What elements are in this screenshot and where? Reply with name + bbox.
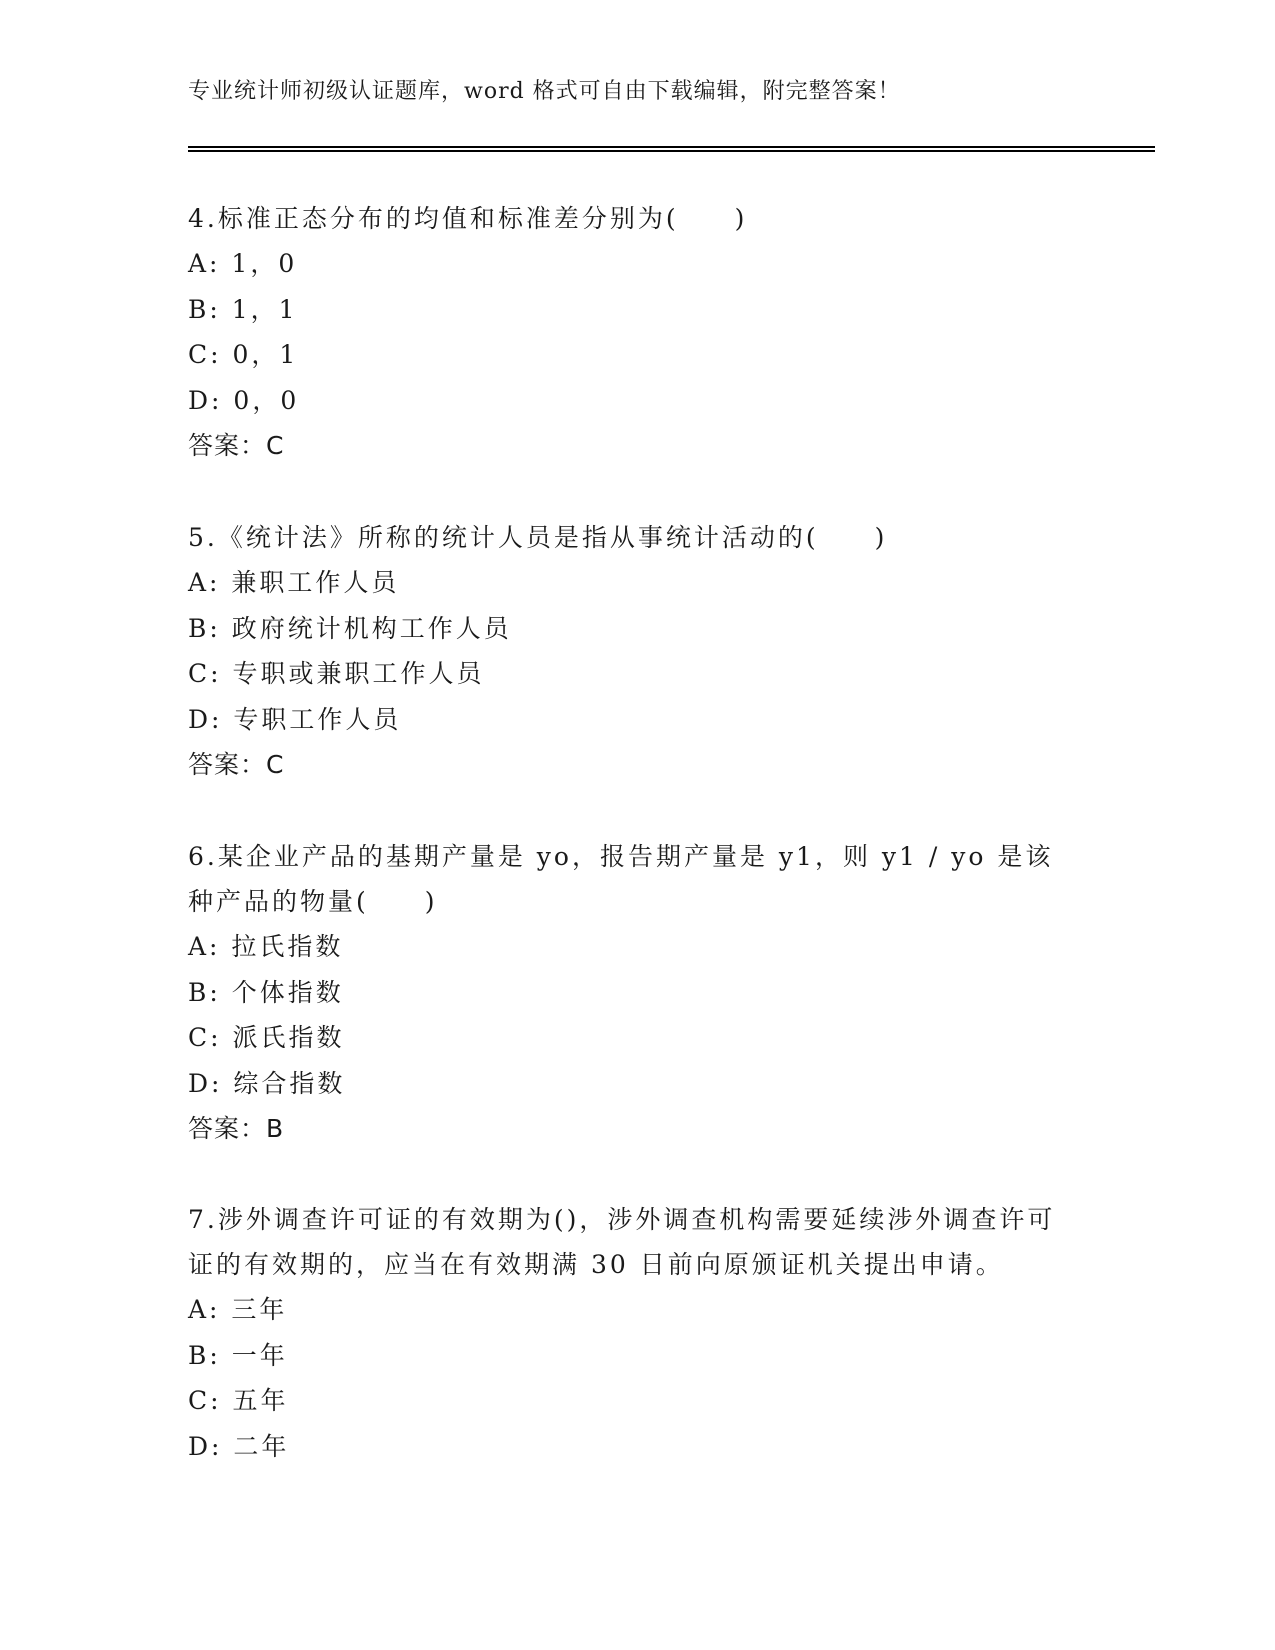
answer: 答案：C bbox=[188, 431, 285, 460]
option-a: A: 1，0 bbox=[188, 249, 298, 278]
option-b: B: 政府统计机构工作人员 bbox=[188, 613, 512, 643]
question-7 bbox=[188, 1197, 1068, 1469]
option-b: B: 一年 bbox=[188, 1340, 288, 1370]
answer: 答案：B bbox=[188, 1114, 285, 1143]
header-divider bbox=[188, 146, 1155, 152]
option-c: C: 专职或兼职工作人员 bbox=[188, 659, 485, 688]
question-5 bbox=[188, 515, 1068, 788]
option-a: A: 拉氏指数 bbox=[188, 932, 344, 961]
question-6 bbox=[188, 834, 1068, 1152]
question-4 bbox=[188, 196, 1068, 469]
option-c: C: 0，1 bbox=[188, 340, 299, 369]
option-d: D: 综合指数 bbox=[188, 1068, 346, 1098]
option-a: A: 兼职工作人员 bbox=[188, 568, 400, 597]
question-stem: 4.标准正态分布的均值和标准差分别为( ) bbox=[188, 204, 748, 233]
question-stem: 6.某企业产品的基期产量是 yo，报告期产量是 y1，则 y1 / yo 是该种产品的物量( ) bbox=[188, 842, 1054, 916]
question-stem: 7.涉外调查许可证的有效期为()，涉外调查机构需要延续涉外调查许可证的有效期的，应当在有效期满 30 日前向原颁证机关提出申请。 bbox=[188, 1205, 1056, 1279]
option-d: D: 专职工作人员 bbox=[188, 704, 402, 734]
option-d: D: 二年 bbox=[188, 1431, 290, 1461]
option-b: B: 1，1 bbox=[188, 294, 298, 324]
answer: 答案：C bbox=[188, 750, 285, 779]
option-c: C: 派氏指数 bbox=[188, 1023, 345, 1052]
page-header: 专业统计师初级认证题库，word 格式可自由下载编辑，附完整答案！ bbox=[188, 79, 901, 104]
question-stem: 5.《统计法》所称的统计人员是指从事统计活动的( ) bbox=[188, 523, 888, 552]
option-c: C: 五年 bbox=[188, 1386, 289, 1415]
option-b: B: 个体指数 bbox=[188, 977, 344, 1007]
option-d: D: 0，0 bbox=[188, 385, 300, 415]
option-a: A: 三年 bbox=[188, 1295, 288, 1324]
